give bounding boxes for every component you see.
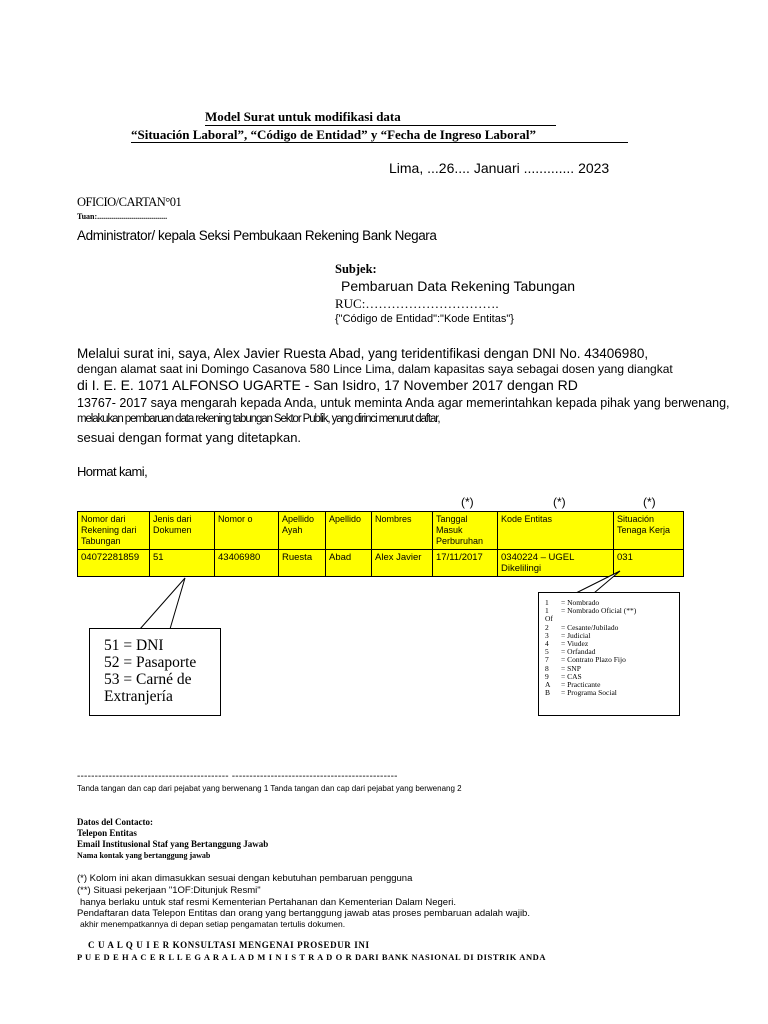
legend-line: 51 = DNI bbox=[104, 637, 164, 654]
legend-line: 52 = Pasaporte bbox=[104, 654, 197, 671]
title-line-1: Model Surat untuk modifikasi data bbox=[205, 109, 401, 124]
legend-item: 2 = Cesante/Jubilado bbox=[545, 622, 619, 632]
signature-caption: Tanda tangan dan cap dari pejabat yang berwenang 1 Tanda tangan dan cap dari pejabat yang berwenang 2 bbox=[77, 784, 462, 793]
date-line: Lima, ...26.... Januari ............. 2023 bbox=[389, 160, 610, 176]
contact-name: Nama kontak yang bertanggung jawab bbox=[77, 851, 211, 860]
table-cell: Abad bbox=[326, 550, 372, 577]
header-cell: Apellido Ayah bbox=[279, 512, 326, 550]
contact-title: Datos del Contacto: bbox=[77, 817, 153, 827]
subject-label: Subjek: bbox=[335, 262, 377, 276]
legend-line: 53 = Carné de bbox=[104, 671, 192, 688]
contact-email: Email Institusional Staf yang Bertanggung Jawab bbox=[77, 839, 269, 849]
header-cell: Kode Entitas bbox=[498, 512, 614, 550]
subject-text: Pembaruan Data Rekening Tabungan bbox=[341, 278, 576, 294]
footer-line-2: P U E D E H A C E R L L E G A R A L A D M I N I S T R A D O R DARI BANK NASIONAL DI DISTRIK ANDA bbox=[77, 952, 547, 962]
table-cell: Alex Javier bbox=[372, 550, 433, 577]
legend-item: 3 = Judicial bbox=[545, 630, 591, 640]
note-5: akhir menempatkannya di depan setiap pengamatan tertulis dokumen. bbox=[80, 919, 346, 929]
legend-item: A = Practicante bbox=[545, 680, 601, 690]
asterisk-entity-code: (*) bbox=[553, 495, 566, 509]
note-3: hanya berlaku untuk staf resmi Kementerian Pertahanan dan Kementerian Dalam Negeri. bbox=[80, 897, 456, 908]
asterisk-situation: (*) bbox=[643, 495, 656, 509]
table-cell: 031 bbox=[614, 550, 684, 577]
body-line-4: 13767- 2017 saya mengarah kepada Anda, untuk meminta Anda agar memerintahkan kepada pihak yang berwenang, bbox=[77, 396, 730, 410]
ruc-line: RUC:…………………………. bbox=[335, 296, 499, 311]
note-4: Pendaftaran data Telepon Entitas dan orang yang bertanggung jawab atas proses pembaruan adalah wajib. bbox=[77, 908, 530, 919]
body-line-5: melakukan pembaruan data rekening tabungan Sektor Publik, yang dirinci menurut daftar, bbox=[77, 413, 440, 425]
body-line-2: dengan alamat saat ini Domingo Casanova 580 Lince Lima, dalam kapasitas saya sebagai dosen yang diangkat bbox=[77, 362, 673, 376]
table-cell: 51 bbox=[150, 550, 215, 577]
closing: Hormat kami, bbox=[77, 464, 148, 479]
legend-item: B = Programa Social bbox=[545, 688, 617, 698]
recipient: Administrator/ kepala Seksi Pembukaan Rekening Bank Negara bbox=[77, 228, 437, 243]
note-1: (*) Kolom ini akan dimasukkan sesuai dengan kebutuhan pembaruan pengguna bbox=[77, 873, 413, 884]
situation-callout-pointer bbox=[576, 571, 620, 593]
legend-item: 1 Of = Nombrado Oficial (**) bbox=[545, 606, 637, 624]
dni-callout-pointer bbox=[140, 578, 185, 629]
signature-lines: ------------------------------------------- ----------------------------------------------- bbox=[77, 771, 398, 782]
tuan-line: Tuan:................................... bbox=[77, 212, 168, 221]
table-cell: 17/11/2017 bbox=[433, 550, 498, 577]
header-cell: Jenis dari Dokumen bbox=[150, 512, 215, 550]
legend-item: 1 = Nombrado bbox=[545, 598, 600, 607]
document-type-legend bbox=[89, 628, 221, 716]
table-cell: Ruesta bbox=[279, 550, 326, 577]
asterisk-hire-date: (*) bbox=[461, 495, 474, 509]
contact-phone: Telepon Entitas bbox=[77, 828, 137, 838]
legend-item: 8 = SNP bbox=[545, 663, 581, 673]
legend-item: 7 = Contrato Plazo Fijo bbox=[545, 655, 626, 665]
header-cell: Nomor o bbox=[215, 512, 279, 550]
header-cell: Nomor dari Rekening dari Tabungan bbox=[78, 512, 150, 550]
body-line-6: sesuai dengan format yang ditetapkan. bbox=[77, 430, 302, 445]
legend-line: Extranjería bbox=[104, 688, 173, 705]
title-line-2: “Situación Laboral”, “Código de Entidad” y “Fecha de Ingreso Laboral” bbox=[131, 127, 536, 142]
legend-item: 4 = Viudez bbox=[545, 639, 589, 649]
oficio-number: OFICIO/CARTAN°01 bbox=[77, 195, 182, 209]
body-line-1: Melalui surat ini, saya, Alex Javier Ruesta Abad, yang teridentifikasi dengan DNI No. 43406980, bbox=[77, 346, 649, 361]
note-2: (**) Situasi pekerjaan "1OF:Ditunjuk Resmi" bbox=[77, 885, 261, 896]
header-cell: Nombres bbox=[372, 512, 433, 550]
header-cell: Situación Tenaga Kerja bbox=[614, 512, 684, 550]
legend-item: 5 = Orfandad bbox=[545, 647, 596, 657]
footer-line-1: C U A L Q U I E R KONSULTASI MENGENAI PROSEDUR INI bbox=[88, 940, 370, 950]
header-cell: Tanggal Masuk Perburuhan bbox=[433, 512, 498, 550]
legend-item: 9 = CAS bbox=[545, 671, 582, 681]
table-cell: 04072281859 bbox=[78, 550, 150, 577]
header-cell: Apellido bbox=[326, 512, 372, 550]
employment-situation-legend bbox=[538, 592, 680, 716]
body-line-3: di I. E. E. 1071 ALFONSO UGARTE - San Isidro, 17 November 2017 dengan RD bbox=[77, 377, 578, 393]
table-cell: 0340224 – UGEL Dikelilingi bbox=[498, 550, 614, 577]
entity-code-line: {"Código de Entidad":"Kode Entitas"} bbox=[335, 313, 514, 325]
table-cell: 43406980 bbox=[215, 550, 279, 577]
